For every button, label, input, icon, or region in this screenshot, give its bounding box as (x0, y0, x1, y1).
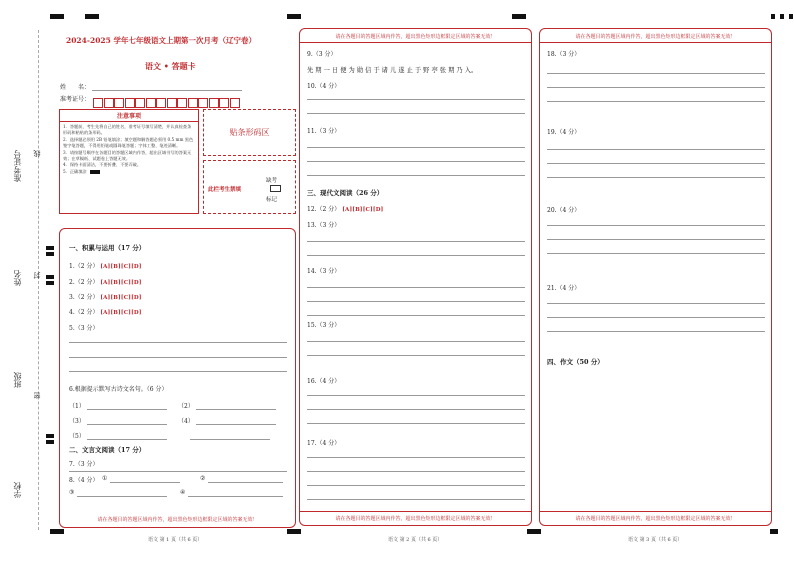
position-mark (46, 246, 54, 250)
answer-line[interactable] (307, 99, 525, 100)
position-mark (50, 14, 64, 19)
answer-line[interactable] (307, 409, 525, 410)
answer-line[interactable] (307, 241, 525, 242)
question-7: 7.（3 分） (69, 461, 99, 468)
question-12: 12.（2 分） [A][B][C][D] (307, 206, 384, 213)
side-label-line: 线 (33, 150, 41, 157)
answer-line[interactable] (547, 331, 765, 332)
name-field[interactable] (92, 90, 242, 91)
answer-line[interactable] (547, 239, 765, 240)
answer-line[interactable] (69, 471, 287, 472)
blank-label: （5） (69, 433, 85, 440)
position-mark (46, 281, 54, 285)
position-mark (780, 14, 784, 19)
ticket-label: 准考证号： (60, 96, 91, 103)
position-mark (50, 529, 64, 534)
side-label-ticket: 准考证号 (13, 150, 22, 182)
absent-label: 标记 (266, 197, 278, 203)
answer-line[interactable] (307, 395, 525, 396)
barcode-label: 贴条形码区 (229, 128, 270, 137)
answer-line[interactable] (307, 255, 525, 256)
answer-line[interactable] (307, 147, 525, 148)
position-mark (46, 252, 54, 256)
answer-line[interactable] (547, 253, 765, 254)
answer-line[interactable] (208, 482, 283, 483)
page-footer: 语文 第 2 页（共 6 页） (388, 537, 443, 543)
answer-line[interactable] (547, 87, 765, 88)
answer-line[interactable] (547, 73, 765, 74)
side-label-school: 学校 (13, 482, 22, 498)
question-14: 14.（3 分） (307, 268, 341, 275)
circle-label: ② (200, 475, 206, 482)
warning-text: 请在各题目的答题区域内作答，超出黑色矩形边框限定区域的答案无效！ (335, 516, 496, 522)
question-16: 16.（4 分） (307, 378, 341, 385)
blank-label: （2） (178, 403, 194, 410)
answer-line[interactable] (307, 499, 525, 500)
question-6: 6.根据提示默写古诗文名句。（6 分） (69, 386, 168, 393)
answer-line[interactable] (110, 482, 180, 483)
answer-line[interactable] (547, 225, 765, 226)
side-label-class: 班级 (13, 372, 22, 388)
answer-line[interactable] (87, 409, 167, 410)
answer-line[interactable] (547, 101, 765, 102)
answer-line[interactable] (307, 301, 525, 302)
question-20: 20.（4 分） (547, 207, 581, 214)
answer-line[interactable] (188, 496, 283, 497)
side-label-seal: 封 (33, 272, 41, 279)
ticket-number-grid[interactable] (93, 93, 248, 105)
position-mark (46, 434, 54, 438)
exam-title: 2024-2025 学年七年级语文上期第一次月考（辽宁卷） (66, 36, 256, 45)
answer-line[interactable] (87, 424, 167, 425)
answer-line[interactable] (190, 439, 270, 440)
answer-line[interactable] (69, 371, 287, 372)
binding-line (38, 30, 39, 530)
circle-label: ① (102, 475, 108, 482)
circle-label: ③ (69, 489, 75, 496)
position-mark (527, 529, 541, 534)
absent-checkbox[interactable] (270, 185, 281, 192)
position-mark (85, 14, 99, 19)
position-mark (770, 529, 778, 534)
question-5: 5.（3 分） (69, 325, 99, 332)
name-label: 姓 名： (60, 84, 91, 91)
question-19: 19.（4 分） (547, 129, 581, 136)
barcode-area (203, 109, 296, 156)
answer-line[interactable] (307, 355, 525, 356)
answer-line[interactable] (547, 303, 765, 304)
question-11: 11.（3 分） (307, 128, 341, 135)
answer-line[interactable] (307, 161, 525, 162)
answer-line[interactable] (547, 149, 765, 150)
circle-label: ④ (180, 489, 186, 496)
choice-options[interactable]: [A][B][C][D] (100, 264, 142, 270)
blank-label: （3） (69, 418, 85, 425)
answer-line[interactable] (69, 342, 287, 343)
warning-text: 请在各题目的答题区域内作答，超出黑色矩形边框限定区域的答案无效！ (575, 516, 736, 522)
answer-box-page2 (299, 28, 532, 526)
position-mark (771, 14, 775, 19)
question-3: 3.（2 分） [A][B][C][D] (69, 294, 142, 301)
side-label-name: 姓名 (13, 270, 22, 286)
answer-line[interactable] (547, 317, 765, 318)
answer-line[interactable] (307, 113, 525, 114)
answer-line[interactable] (307, 457, 525, 458)
choice-options[interactable]: [A][B][C][D] (342, 207, 384, 213)
answer-box-page3 (539, 28, 772, 526)
answer-line[interactable] (307, 287, 525, 288)
answer-line[interactable] (69, 357, 287, 358)
absent-label: 缺考 (266, 178, 278, 184)
section-title: 二、文言文阅读（17 分） (69, 446, 146, 454)
section-title: 一、积累与运用（17 分） (69, 244, 146, 252)
card-subtitle: 语文 • 答题卡 (145, 61, 196, 71)
answer-box-page1 (59, 228, 296, 528)
notice-box (59, 109, 199, 214)
section-title: 三、现代文阅读（26 分） (307, 189, 384, 197)
notice-item: 4．保持卡面清洁，不要折叠、不要弄破。 (63, 162, 142, 168)
position-mark (789, 14, 793, 19)
notice-item: 2．选择题必须用 2B 铅笔填涂；填空题和解答题必须用 0.5 mm 黑色签字笔答题，不得用铅笔或圆珠笔答题；字体工整、笔迹清晰。 (63, 136, 194, 149)
question-4: 4.（2 分） [A][B][C][D] (69, 309, 142, 316)
side-label-secret: 密 (33, 392, 41, 399)
notice-item: 1．答题前，考生先将自己的姓名，准考证号填写清楚，并认真检查条形码和粘贴的条形码。 (63, 124, 192, 136)
position-mark (512, 14, 526, 19)
answer-line[interactable] (77, 496, 167, 497)
position-mark (46, 275, 54, 279)
answer-line[interactable] (547, 163, 765, 164)
question-21: 21.（4 分） (547, 285, 581, 292)
absent-text: 此栏考生禁填 (208, 187, 242, 193)
question-2: 2.（2 分） [A][B][C][D] (69, 279, 142, 286)
answer-line[interactable] (307, 485, 525, 486)
answer-line[interactable] (307, 315, 525, 316)
question-15: 15.（3 分） (307, 322, 341, 329)
question-9-text: 先 期 一 日 便 为 勋 信 于 诸 儿 遂 止 于 野 亭 张 期 乃 入。 (307, 67, 478, 74)
answer-line[interactable] (196, 424, 276, 425)
answer-line[interactable] (307, 471, 525, 472)
position-mark (287, 14, 301, 19)
question-8: 8.（4 分） (69, 477, 99, 484)
answer-line[interactable] (196, 409, 276, 410)
warning-text: 请在各题目的答题区域内作答，超出黑色矩形边框限定区域的答案无效！ (97, 517, 258, 523)
answer-line[interactable] (547, 177, 765, 178)
notice-item: 3．请按题号顺序在各题目的答题区域内作答，超出区域书写的答案无效；在草稿纸、试题卷上答题无效。 (63, 149, 192, 162)
choice-options[interactable]: [A][B][C][D] (100, 310, 142, 316)
question-1: 1.（2 分） [A][B][C][D] (69, 263, 142, 270)
question-10: 10.（4 分） (307, 83, 341, 90)
absent-box (203, 160, 296, 214)
page-footer: 语文 第 1 页（共 6 页） (148, 537, 203, 543)
page-footer: 语文 第 3 页（共 6 页） (628, 537, 683, 543)
choice-options[interactable]: [A][B][C][D] (100, 280, 142, 286)
answer-line[interactable] (307, 175, 525, 176)
answer-line[interactable] (307, 423, 525, 424)
question-18: 18.（3 分） (547, 51, 581, 58)
answer-line[interactable] (307, 341, 525, 342)
notice-title: 注意事项 (60, 110, 198, 122)
warning-text: 请在各题目的答题区域内作答，超出黑色矩形边框限定区域的答案无效！ (575, 34, 736, 40)
answer-line[interactable] (87, 439, 167, 440)
section-title: 四、作文（50 分） (547, 358, 604, 366)
question-13: 13.（3 分） (307, 222, 341, 229)
fill-sample (90, 170, 100, 174)
warning-text: 请在各题目的答题区域内作答，超出黑色矩形边框限定区域的答案无效！ (335, 34, 496, 40)
question-9: 9.（3 分） (307, 51, 337, 58)
position-mark (287, 529, 301, 534)
question-17: 17.（4 分） (307, 440, 341, 447)
choice-options[interactable]: [A][B][C][D] (100, 295, 142, 301)
notice-item: 5．正确填涂 (63, 168, 87, 174)
blank-label: （4） (178, 418, 194, 425)
blank-label: （1） (69, 403, 85, 410)
position-mark (46, 440, 54, 444)
